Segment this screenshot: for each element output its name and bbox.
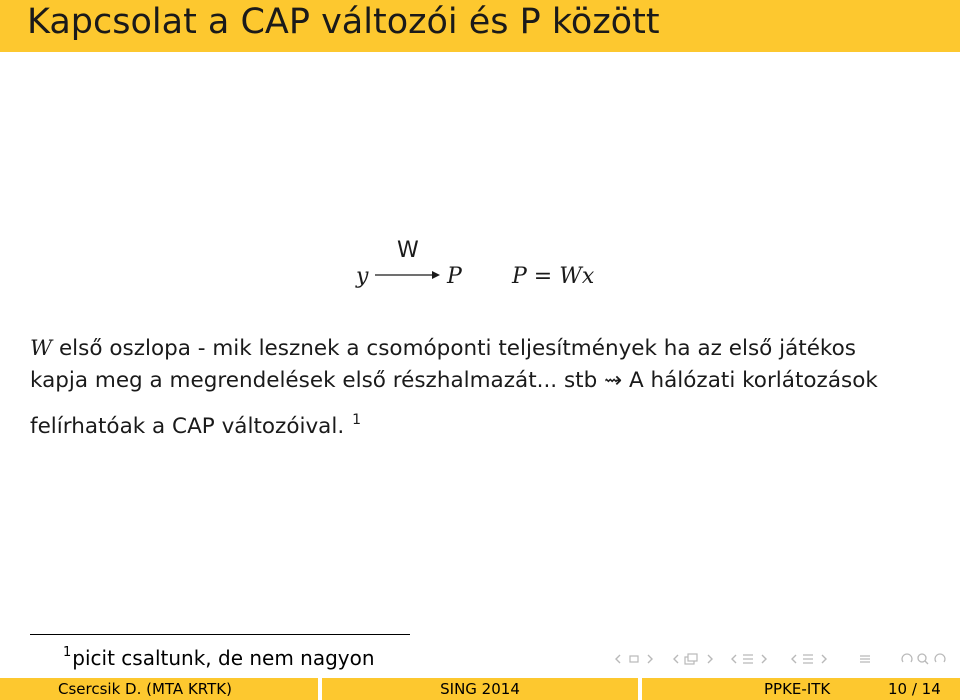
diagram-target: P [447, 264, 462, 289]
footer-author-box [0, 678, 318, 700]
body-line-1-text: első oszlopa - mik lesznek a csomóponti teljesítmények ha az első játékos [58, 336, 856, 361]
nav-section-left-icon[interactable] [728, 652, 742, 672]
footer-event: SING 2014 [440, 680, 520, 698]
nav-frame-box-icon[interactable] [627, 652, 641, 672]
diagram-source: y [356, 264, 369, 289]
nav-frame-right-icon[interactable] [643, 652, 657, 672]
body-line-1 [30, 333, 930, 365]
footnote-reference[interactable]: 1 [352, 412, 362, 428]
footer-bar [0, 678, 960, 700]
slide-body [30, 333, 930, 443]
nav-align-icon[interactable] [858, 652, 872, 672]
diagram-arrow-label: W [397, 238, 419, 263]
nav-subsection-right-icon[interactable] [703, 652, 717, 672]
nav-forward-icon[interactable] [932, 652, 948, 672]
diagram-arrowhead-icon [432, 271, 440, 279]
diagram-equation: P = Wx [512, 264, 595, 289]
body-line-2-b: A hálózati korlátozások [628, 368, 878, 393]
nav-doc-icon[interactable] [801, 652, 815, 672]
footnote-text: picit csaltunk, de nem nagyon [72, 646, 375, 670]
footer-institute: PPKE-ITK [764, 680, 831, 698]
footer-event-box [322, 678, 638, 700]
leads-to-icon: ⇝ [604, 368, 623, 393]
footer-institute-box [642, 678, 960, 700]
footnote-rule [30, 634, 410, 635]
footnote [63, 645, 375, 670]
nav-search-icon[interactable] [916, 652, 930, 672]
nav-frame-left-icon[interactable] [612, 652, 626, 672]
body-var-w: W [30, 336, 53, 361]
footnote-mark: 1 [63, 645, 72, 660]
nav-doc-right-icon[interactable] [817, 652, 831, 672]
body-line-2 [30, 365, 930, 397]
page-number: 10 / 14 [888, 680, 941, 698]
body-line-2-a: kapja meg a megrendelések első részhalmazát... stb [30, 368, 598, 393]
nav-section-icon[interactable] [741, 652, 755, 672]
footer-author: Csercsik D. (MTA KRTK) [58, 680, 232, 698]
nav-section-right-icon[interactable] [757, 652, 771, 672]
nav-subsection-left-icon[interactable] [670, 652, 684, 672]
nav-doc-left-icon[interactable] [788, 652, 802, 672]
slide-title: Kapcsolat a CAP változói és P között [27, 2, 660, 42]
body-line-3-text: felírhatóak a CAP változóival. [30, 414, 345, 439]
body-line-3 [30, 404, 930, 443]
nav-subsection-icon[interactable] [683, 652, 701, 672]
nav-back-icon[interactable] [899, 652, 915, 672]
